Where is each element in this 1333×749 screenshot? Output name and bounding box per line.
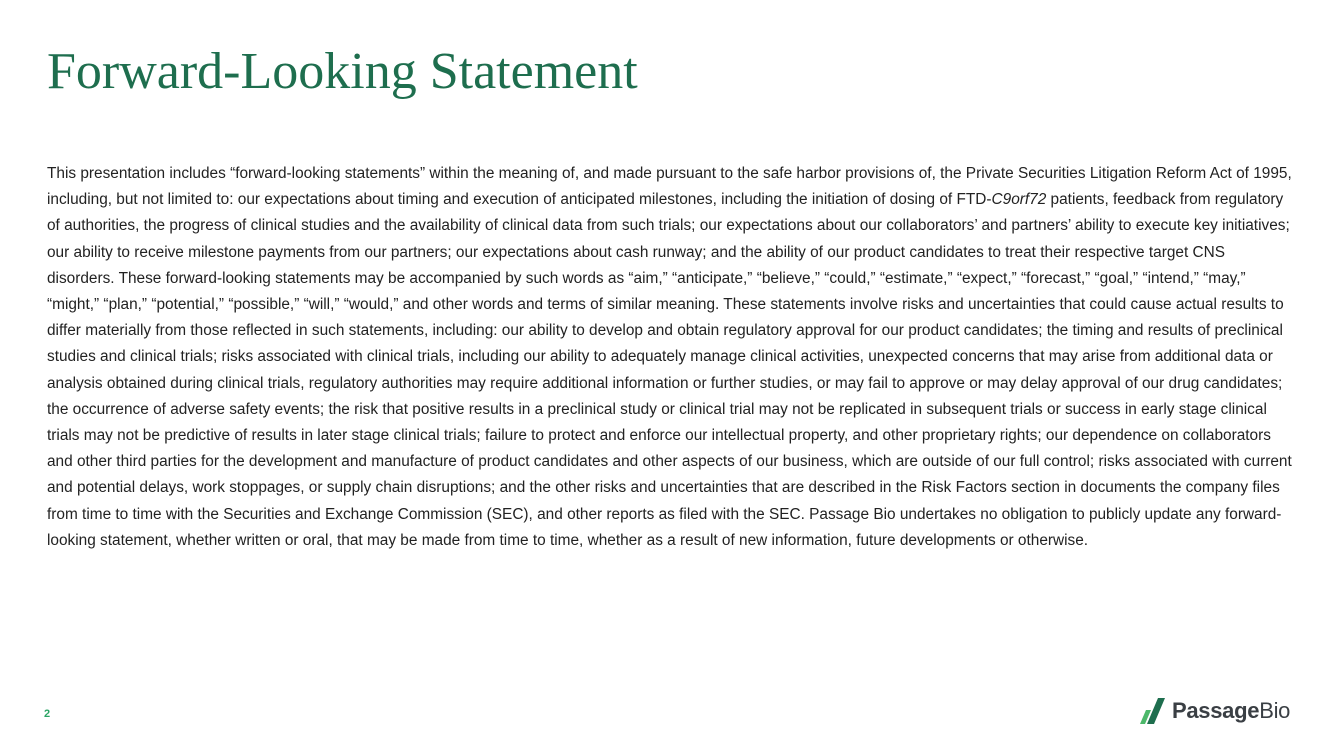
disclaimer-text-part-2: patients, feedback from regulatory of authorities, the progress of clinical studies and the availability of clinical data from such trials; our expectations about our collaborators’ and partners’ ability to execute key initiatives; our ability to receive milestone payments from our partners; our expectations about cash runway; and the ability of our product candidates to treat their respective target CNS disorders. These forward-looking statements may be accompanied by such words as “aim,” “anticipate,” “believe,” “could,” “estimate,” “expect,” “forecast,” “goal,” “intend,” “may,” “might,” “plan,” “potential,” “possible,” “will,” “would,” and other words and terms of similar meaning. These statements involve risks and uncertainties that could cause actual results to differ materially from those reflected in such statements, including: our ability to develop and obtain regulatory approval for our product candidates; the timing and results of preclinical studies and clinical trials; risks associated with clinical trials, including our ability to adequately manage clinical activities, unexpected concerns that may arise from additional data or analysis obtained during clinical trials, regulatory authorities may require additional information or further studies, or may fail to approve or may delay approval of our drug candidates; the occurrence of adverse safety events; the risk that positive results in a preclinical study or clinical trial may not be replicated in subsequent trials or success in early stage clinical trials may not be predictive of results in later stage clinical trials; failure to protect and enforce our intellectual property, and other proprietary rights; our dependence on collaborators and other third parties for the development and manufacture of product candidates and other aspects of our business, which are outside of our full control; risks associated with current and potential delays, work stoppages, or supply chain disruptions; and the other risks and uncertainties that are described in the Risk Factors section in documents the company files from time to time with the Securities and Exchange Commission (SEC), and other reports as filed with the SEC. Passage Bio undertakes no obligation to publicly update any forward-looking statement, whether written or oral, that may be made from time to time, whether as a result of new information, future developments or otherwise. <box>47 191 1292 549</box>
logo-wordmark <box>1172 698 1290 724</box>
passage-bio-logo-icon <box>1138 698 1168 724</box>
logo-word-passage: Passage <box>1172 698 1260 723</box>
page-title: Forward-Looking Statement <box>47 43 638 100</box>
disclaimer-text-part-1: This presentation includes “forward-looking statements” within the meaning of, and made pursuant to the safe harbor provisions of, the Private Securities Litigation Reform Act of 1995, including, but not limited to: our expectations about timing and execution of anticipated milestones, including the initiation of dosing of FTD- <box>47 165 1292 209</box>
gene-name: C9orf72 <box>991 191 1047 209</box>
company-logo <box>1138 696 1290 726</box>
disclaimer-body <box>47 161 1295 554</box>
page-number: 2 <box>44 708 51 720</box>
logo-word-bio: Bio <box>1259 698 1291 723</box>
